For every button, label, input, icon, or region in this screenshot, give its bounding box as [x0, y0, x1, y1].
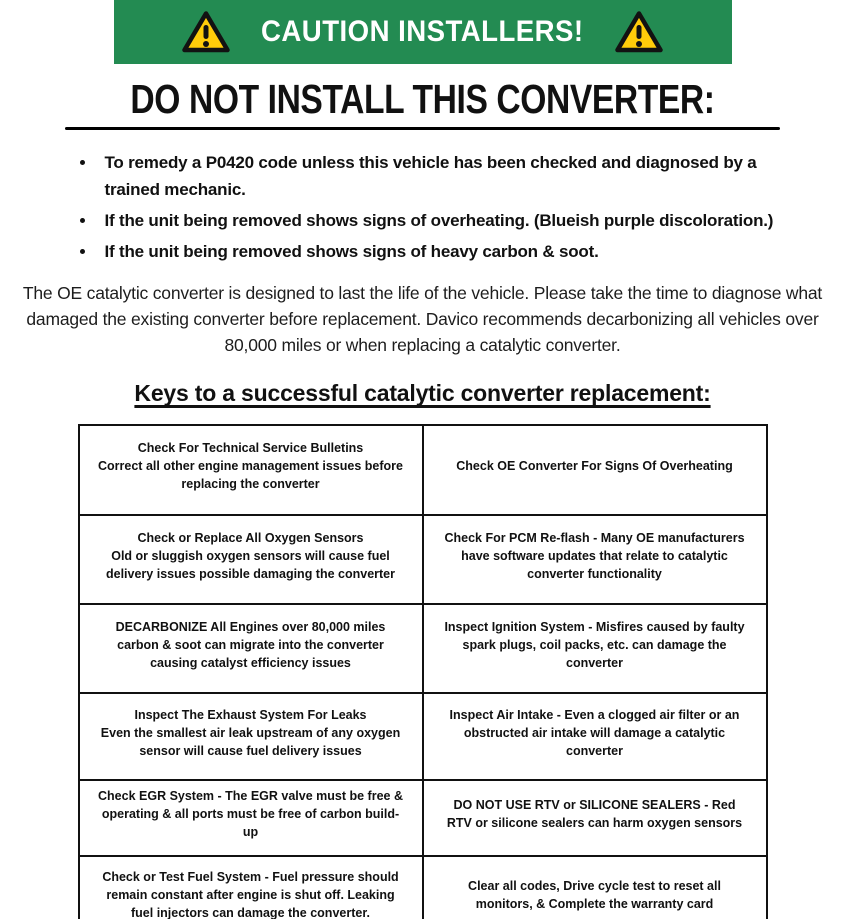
warning-triangle-icon [614, 10, 664, 55]
cell-line: Check OE Converter For Signs Of Overheating [456, 459, 733, 474]
table-cell-left [79, 693, 423, 780]
table-row [79, 515, 767, 604]
table-cell-right [423, 780, 767, 856]
table-cell-left [79, 780, 423, 856]
list-item: • To remedy a P0420 code unless this vehicle has been checked and diagnosed by a trained mechanic. [97, 150, 787, 203]
cell-line: Correct all other engine management issues before replacing the converter [98, 459, 403, 492]
caution-banner [114, 0, 732, 64]
table-cell-right [423, 693, 767, 780]
table-cell-right [423, 425, 767, 515]
cell-line: Clear all codes, Drive cycle test to reset all monitors, & Complete the warranty card [468, 878, 721, 911]
table-cell-right [423, 604, 767, 693]
table-row [79, 693, 767, 780]
cell-line: Inspect Ignition System - Misfires caused by faulty spark plugs, coil packs, etc. can damage the converter [444, 619, 745, 670]
intro-paragraph: The OE catalytic converter is designed to last the life of the vehicle. Please take the time to diagnose what damaged the existing converter before replacement. Davico recommends decarbonizing all vehicles over 80,000 miles or when replacing a catalytic converter. [22, 282, 823, 356]
warnings-list [59, 150, 787, 265]
table-row [79, 780, 767, 856]
cell-line: Inspect The Exhaust System For Leaks [134, 707, 367, 722]
cell-line: DECARBONIZE All Engines over 80,000 miles carbon & soot can migrate into the converter causing catalyst efficiency issues [115, 619, 386, 670]
keys-heading [0, 380, 845, 407]
table-cell-left [79, 515, 423, 604]
cell-line: Old or sluggish oxygen sensors will cause fuel delivery issues possible damaging the converter [106, 548, 395, 581]
cell-line: Check or Replace All Oxygen Sensors [137, 530, 364, 545]
table-row [79, 604, 767, 693]
warning-triangle-icon [181, 10, 231, 55]
table-row [79, 425, 767, 515]
banner-title: CAUTION INSTALLERS! [261, 15, 584, 48]
table-cell-left [79, 425, 423, 515]
table-cell-left [79, 856, 423, 919]
table-cell-left [79, 604, 423, 693]
cell-line: Check For Technical Service Bulletins [137, 441, 364, 456]
cell-line: Check EGR System - The EGR valve must be free & operating & all ports must be free of carbon build-up [98, 789, 403, 840]
page-title: DO NOT INSTALL THIS CONVERTER: [130, 76, 715, 122]
cell-line: Inspect Air Intake - Even a clogged air filter or an obstructed air intake will damage a catalytic converter [449, 707, 740, 758]
table-row [79, 856, 767, 919]
table-cell-right [423, 856, 767, 919]
cell-line: DO NOT USE RTV or SILICONE SEALERS - Red RTV or silicone sealers can harm oxygen sensors [446, 798, 743, 831]
list-item: • If the unit being removed shows signs of overheating. (Blueish purple discoloration.) [97, 208, 787, 234]
keys-heading-text: Keys to a successful catalytic converter replacement: [134, 380, 711, 407]
cell-line: Check For PCM Re-flash - Many OE manufacturers have software updates that relate to catalytic converter functionality [444, 530, 745, 581]
checklist-table [78, 424, 768, 919]
cell-line: Even the smallest air leak upstream of any oxygen sensor will cause fuel delivery issues [100, 725, 401, 758]
divider [65, 127, 780, 130]
table-cell-right [423, 515, 767, 604]
list-item: • If the unit being removed shows signs of heavy carbon & soot. [97, 239, 787, 265]
cell-line: Check or Test Fuel System - Fuel pressure should remain constant after engine is shut off. Leaking fuel injectors can damage the converter. [102, 869, 399, 919]
